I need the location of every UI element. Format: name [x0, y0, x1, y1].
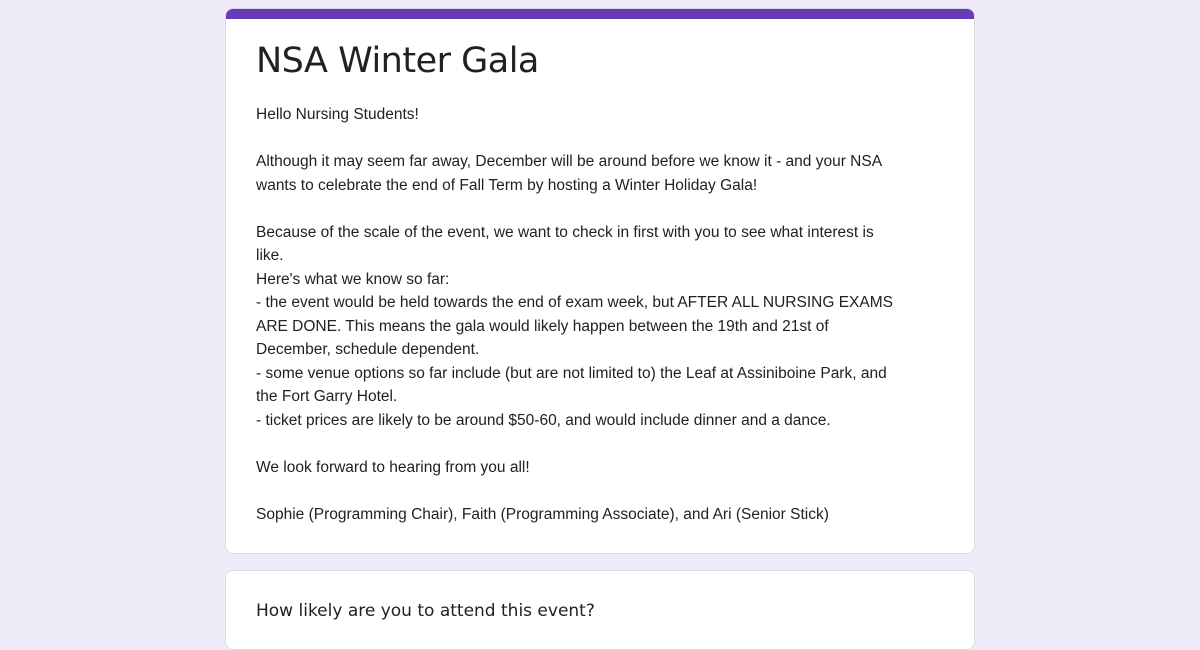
description-line: wants to celebrate the end of Fall Term by hosting a Winter Holiday Gala!: [256, 176, 758, 194]
question-card: [225, 570, 975, 650]
description-line: [256, 479, 944, 503]
form-title: NSA Winter Gala: [256, 41, 539, 81]
description-line: ARE DONE. This means the gala would likely happen between the 19th and 21st of: [256, 317, 829, 335]
description-line: [256, 432, 944, 456]
description-line: - ticket prices are likely to be around $50-60, and would include dinner and a dance.: [256, 411, 831, 429]
description-line: December, schedule dependent.: [256, 341, 480, 358]
form-header-content: [226, 9, 974, 526]
description-line: - the event would be held towards the end of exam week, but AFTER ALL NURSING EXAMS: [256, 294, 893, 311]
description-line: We look forward to hearing from you all!: [256, 458, 530, 476]
form-header-card: [225, 8, 975, 554]
theme-accent-bar: [226, 9, 974, 19]
description-line: like.: [256, 247, 284, 264]
description-line: Although it may seem far away, December will be around before we know it - and your NSA: [256, 153, 883, 170]
description-line: Hello Nursing Students!: [256, 106, 419, 123]
question-title: How likely are you to attend this event?: [256, 601, 595, 621]
form-column: [225, 8, 975, 650]
description-line: Sophie (Programming Chair), Faith (Programming Associate), and Ari (Senior Stick): [256, 505, 829, 523]
description-line: [256, 197, 944, 221]
description-line: Because of the scale of the event, we want to check in first with you to see what interest is: [256, 223, 874, 241]
description-line: [256, 127, 944, 151]
description-line: the Fort Garry Hotel.: [256, 388, 398, 405]
form-description: [256, 103, 944, 526]
description-line: - some venue options so far include (but are not limited to) the Leaf at Assiniboine Park, and: [256, 364, 887, 382]
description-line: Here's what we know so far:: [256, 270, 450, 288]
